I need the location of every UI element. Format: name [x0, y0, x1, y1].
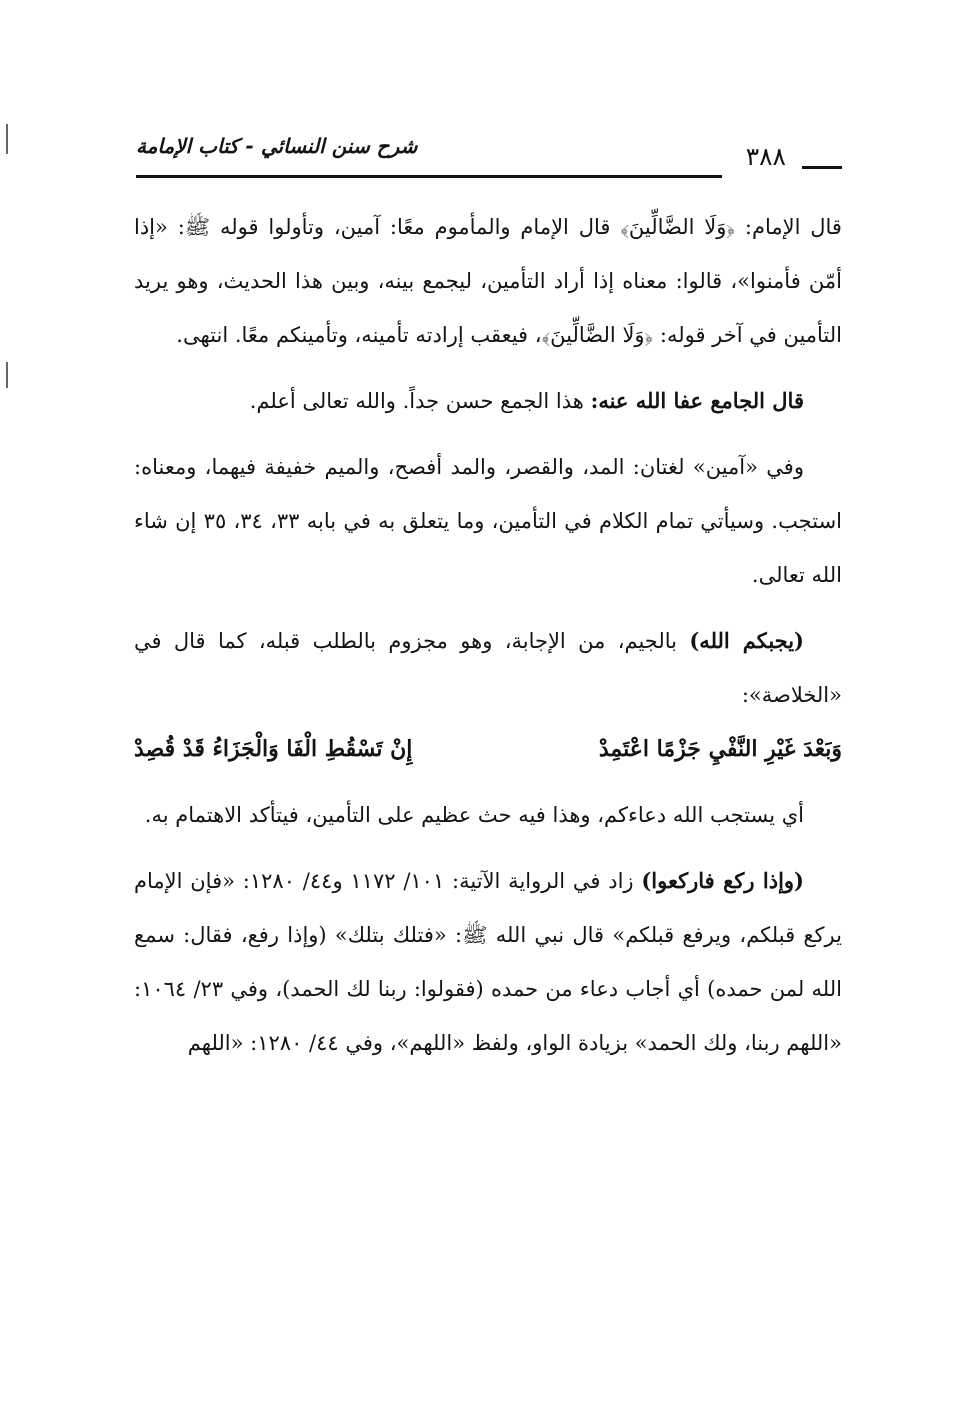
poetry-verse — [134, 722, 842, 776]
text-line: بالجيم، من الإجابة، وهو مجزوم بالطلب قبله، — [258, 629, 678, 653]
text-line: بينه، وبين هذا الحديث، وهو يريد التأمين في آخر قوله: ﴿وَلَا — [134, 269, 842, 347]
header-title: شرح سنن النسائي - كتاب الإمامة — [136, 134, 418, 158]
text-line: قال الإمام: ﴿وَلَا الضَّالِّينَ﴾ قال الإمام والمأموم معًا: آمين، وتأولوا — [268, 215, 842, 239]
text-line: وفي «آمين» لغتان: المد، والقصر، والمد أفصح، والميم خفيفة — [264, 455, 804, 479]
bold-phrase: (وإذا ركع فاركعوا) — [641, 868, 804, 893]
paragraph — [134, 788, 842, 842]
text-line: «فتلك بتلك» (وإذا رفع، فقال: سمع الله لمن حمده) أي أجاب دعاء — [134, 923, 842, 1001]
text-line: أي يستجب الله دعاءكم، وهذا فيه حث عظيم على التأمين، — [305, 803, 804, 827]
bold-phrase: (يجبكم الله) — [689, 628, 804, 653]
text-line: هذا الجمع حسن جداً. والله تعالى أعلم. — [249, 389, 584, 413]
text-line: من حمده (فقولوا: ربنا لك الحمد)، وفي ٢٣/ ١٠٦٤: «اللهم ربنا، — [134, 977, 842, 1055]
text-line: فيهما، ومعناه: استجب. وسيأتي تمام الكلام في التأمين، وما — [134, 455, 843, 533]
running-header — [132, 128, 844, 186]
text-line: يتعلق به في بابه ٣٣، ٣٤، ٣٥ إن شاء الله تعالى. — [134, 509, 842, 587]
left-edge-mark — [6, 362, 8, 388]
text-line: ولك الحمد» بزيادة الواو، ولفظ «اللهم»، وفي ٤٤/ ١٢٨٠: «اللهم — [187, 1031, 738, 1055]
bold-phrase: قال الجامع عفا الله عنه: — [590, 388, 804, 413]
page-body — [134, 200, 842, 1070]
text-line: الضَّالِّينَ﴾، فيعقب إرادته تأمينه، وتأمينكم معًا. انتهى. — [176, 323, 616, 347]
text-line: قوله ﷺ: «إذا أمّن فأمنوا»، قالوا: معناه إذا أراد التأمين، ليجمع — [134, 215, 842, 293]
header-rule-short — [802, 166, 842, 169]
paragraph — [134, 854, 842, 1070]
paragraph — [134, 614, 842, 722]
text-line: زاد في الرواية الآتية: ١٠١/ ١١٧٢ و٤٤/ — [302, 869, 634, 893]
paragraph — [134, 440, 842, 602]
paragraph — [134, 200, 842, 362]
header-rule — [136, 175, 722, 178]
text-line: فيتأكد الاهتمام به. — [144, 803, 299, 827]
text-line: كما قال في «الخلاصة»: — [134, 629, 842, 707]
paragraph — [134, 374, 842, 428]
text-line: ١٢٨٠: «فإن الإمام يركع قبلكم، ويرفع قبلكم» قال نبي الله ﷺ: — [134, 869, 842, 947]
left-edge-mark — [6, 124, 8, 154]
verse-second-hemistich: إِنْ تَسْقُطِ الْفَا وَالْجَزَاءُ قَدْ قُصِدْ — [134, 736, 413, 762]
page-number: ٣٨٨ — [745, 142, 786, 171]
verse-first-hemistich: وَبَعْدَ غَيْرِ النَّفْيِ جَزْمًا اعْتَمِدْ — [598, 736, 842, 762]
